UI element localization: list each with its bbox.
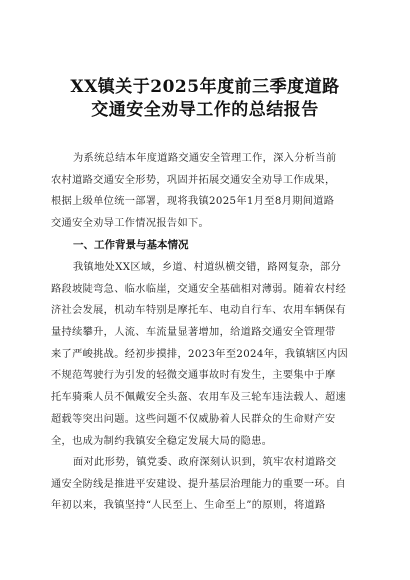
intro-line: 农村道路交通安全形势，巩固并拓展交通安全劝导工作成果， bbox=[51, 174, 336, 186]
body-line: 济社会发展，机动车特别是摩托车、电动自行车、农用车辆保有 bbox=[51, 305, 347, 317]
section1-paragraph-2 bbox=[51, 452, 366, 517]
body-line: 年初以来，我镇坚持“人民至上、生命至上”的原则，将道路 bbox=[51, 500, 326, 512]
body-line: 不规范驾驶行为引发的轻微交通事故时有发生，主要集中于摩 bbox=[51, 370, 336, 382]
body-line: 托车骑乘人员不佩戴安全头盔、农用车及三轮车违法载人、超速 bbox=[51, 392, 347, 404]
body-line: 通安全防线是推进平安建设、提升基层治理能力的重要一环。自 bbox=[51, 478, 347, 490]
body-line: 我镇地处XX区域，乡道、村道纵横交错，路网复杂，部分 bbox=[73, 262, 342, 273]
intro-line: 为系统总结本年度道路交通安全管理工作，深入分析当前 bbox=[73, 153, 337, 164]
document-title-line-2: 交通安全劝导工作的总结报告 bbox=[91, 100, 319, 120]
body-line: 全，也成为制约我镇安全稳定发展大局的隐患。 bbox=[51, 435, 273, 447]
body-line: 来了严峻挑战。经初步摸排，2023年至2024年，我镇辖区内因 bbox=[51, 348, 349, 360]
section1-paragraph-1 bbox=[51, 257, 366, 452]
section-heading: 一、工作背景与基本情况 bbox=[73, 239, 189, 251]
body-line: 路段坡陡弯急、临水临崖，交通安全基础相对薄弱。随着农村经 bbox=[51, 283, 347, 295]
intro-line: 交通安全劝导工作情况报告如下。 bbox=[51, 218, 210, 230]
body-line: 超载等突出问题。这些问题不仅威胁着人民群众的生命财产安 bbox=[51, 413, 336, 425]
body-line: 面对此形势，镇党委、政府深刻认识到，筑牢农村道路交 bbox=[73, 457, 337, 468]
body-line: 量持续攀升，人流、车流量显著增加，给道路交通安全管理带 bbox=[51, 327, 336, 339]
intro-paragraph bbox=[51, 148, 366, 235]
intro-line: 根据上级单位统一部署，现将我镇2025年1月至8月期间道路 bbox=[51, 196, 335, 208]
document-title-line-1: XX镇关于2025年度前三季度道路 bbox=[70, 77, 340, 97]
